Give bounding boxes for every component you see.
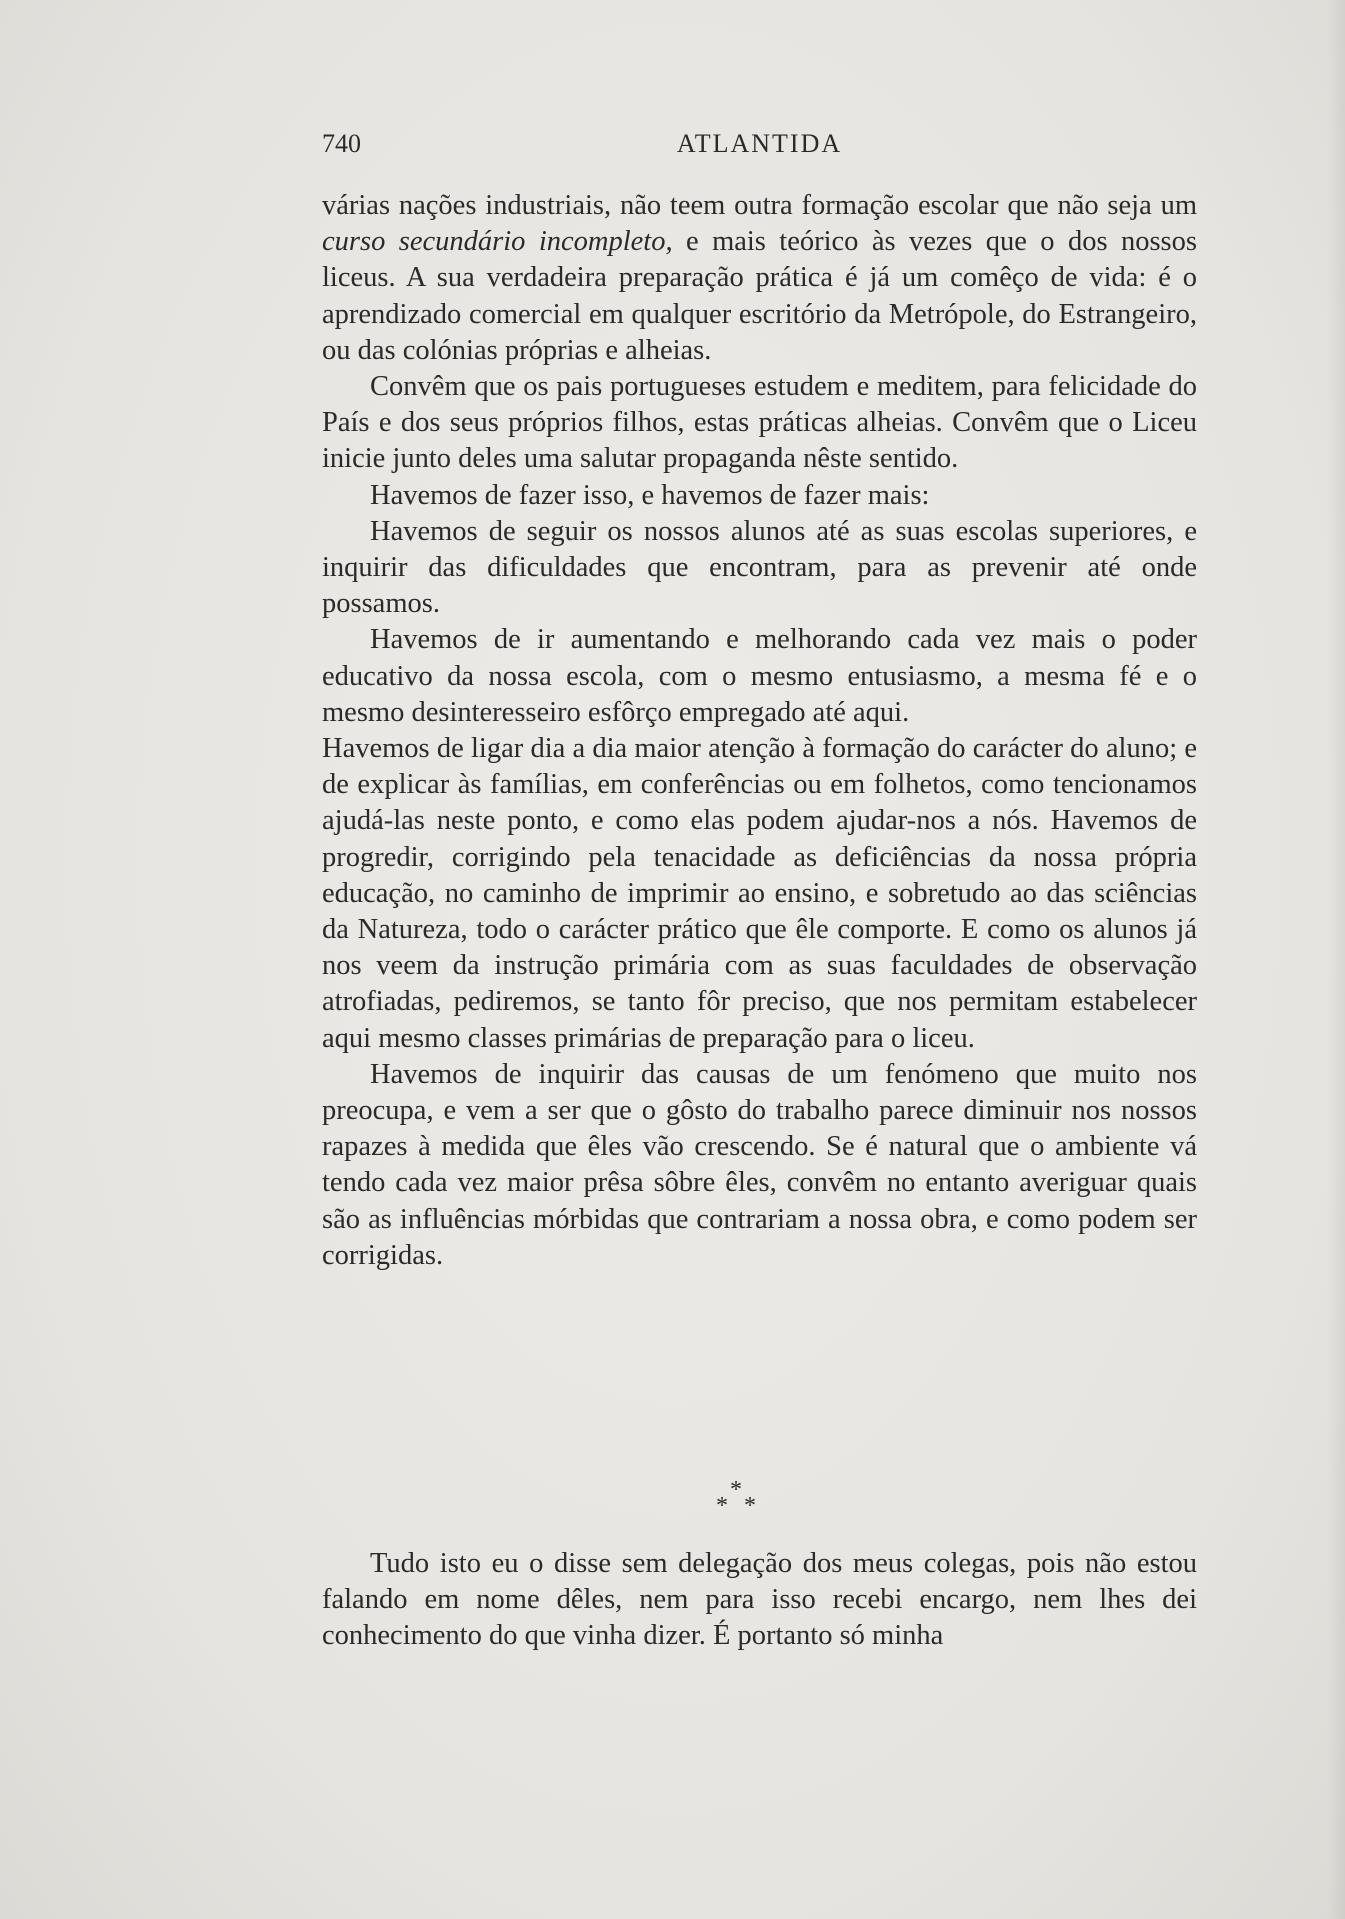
page-edge-shadow bbox=[1327, 0, 1345, 1919]
paragraph-text-end: e mais teórico às vezes que o dos nossos liceus. A sua verdadeira preparação prática é já um comêço de vida: é o aprendizado comercial em qualquer escritório da Metrópole, do Estrangeiro, ou das colónias próprias e alheias. bbox=[322, 226, 1197, 366]
asterism-star-left: * bbox=[716, 1493, 728, 1519]
running-title: ATLANTIDA bbox=[676, 129, 843, 158]
paragraph: Tudo isto eu o disse sem delegação dos meus colegas, pois não estou falando em nome dêles, nem para isso recebi encargo, nem lhes dei conhecimento do que vinha dizer. É portanto só minha bbox=[322, 1548, 1197, 1652]
paragraph-continued bbox=[322, 188, 1197, 369]
paragraph: Havemos de seguir os nossos alunos até as suas escolas superiores, e inquirir das dificuldades que encontram, para as prevenir até onde possamos. bbox=[322, 515, 1197, 620]
paragraph: Havemos de ligar dia a dia maior atenção à formação do carácter do aluno; e de explicar às famílias, em conferências ou em folhetos, como tencionamos ajudá-las neste ponto, e como elas podem ajudar-nos a nós. Havemos de progredir, corrigindo pela tenacidade as deficiências da nossa própria educação, no caminho de imprimir ao ensino, e sobretudo ao das sciências da Natureza, todo o carácter prático que êle comporte. E como os alunos já nos veem da instrução primária com as suas faculdades de observação atrofiadas, pediremos, se tanto fôr preciso, que nos permitam estabelecer aqui mesmo classes primárias de preparação para o liceu. bbox=[322, 733, 1197, 1054]
running-header bbox=[322, 124, 1197, 164]
paragraph: Havemos de fazer isso, e havemos de fazer mais: bbox=[370, 479, 930, 511]
emphasized-phrase: curso secundário incompleto, bbox=[322, 226, 673, 258]
paragraph-text-start: várias nações industriais, não teem outra formação escolar que não seja um bbox=[322, 190, 1197, 221]
asterism-star-top: * bbox=[730, 1477, 742, 1503]
body-text bbox=[322, 188, 1197, 1274]
paragraph: Convêm que os pais portugueses estudem e meditem, para felicidade do País e dos seus próprios filhos, estas práticas alheias. Convêm que o Liceu inicie junto deles uma salutar propaganda nêste sentido. bbox=[322, 371, 1197, 475]
page-number: 740 bbox=[322, 129, 361, 158]
paragraph: Havemos de ir aumentando e melhorando cada vez mais o poder educativo da nossa escola, com o mesmo entusiasmo, a mesma fé e o mesmo desinteresseiro esfôrço empregado até aqui. bbox=[322, 624, 1197, 728]
paragraph: Havemos de inquirir das causas de um fenómeno que muito nos preocupa, e vem a ser que o gôsto do trabalho parece diminuir nos nossos rapazes à medida que êles vão crescendo. Se é natural que o ambiente vá tendo cada vez maior prêsa sôbre êles, convêm no entanto averiguar quais são as influências mórbidas que contrariam a nossa obra, e como podem ser corrigidas. bbox=[322, 1058, 1197, 1271]
asterism-star-right: * bbox=[744, 1493, 756, 1519]
closing-text bbox=[322, 1546, 1197, 1655]
section-asterism bbox=[700, 1478, 790, 1522]
